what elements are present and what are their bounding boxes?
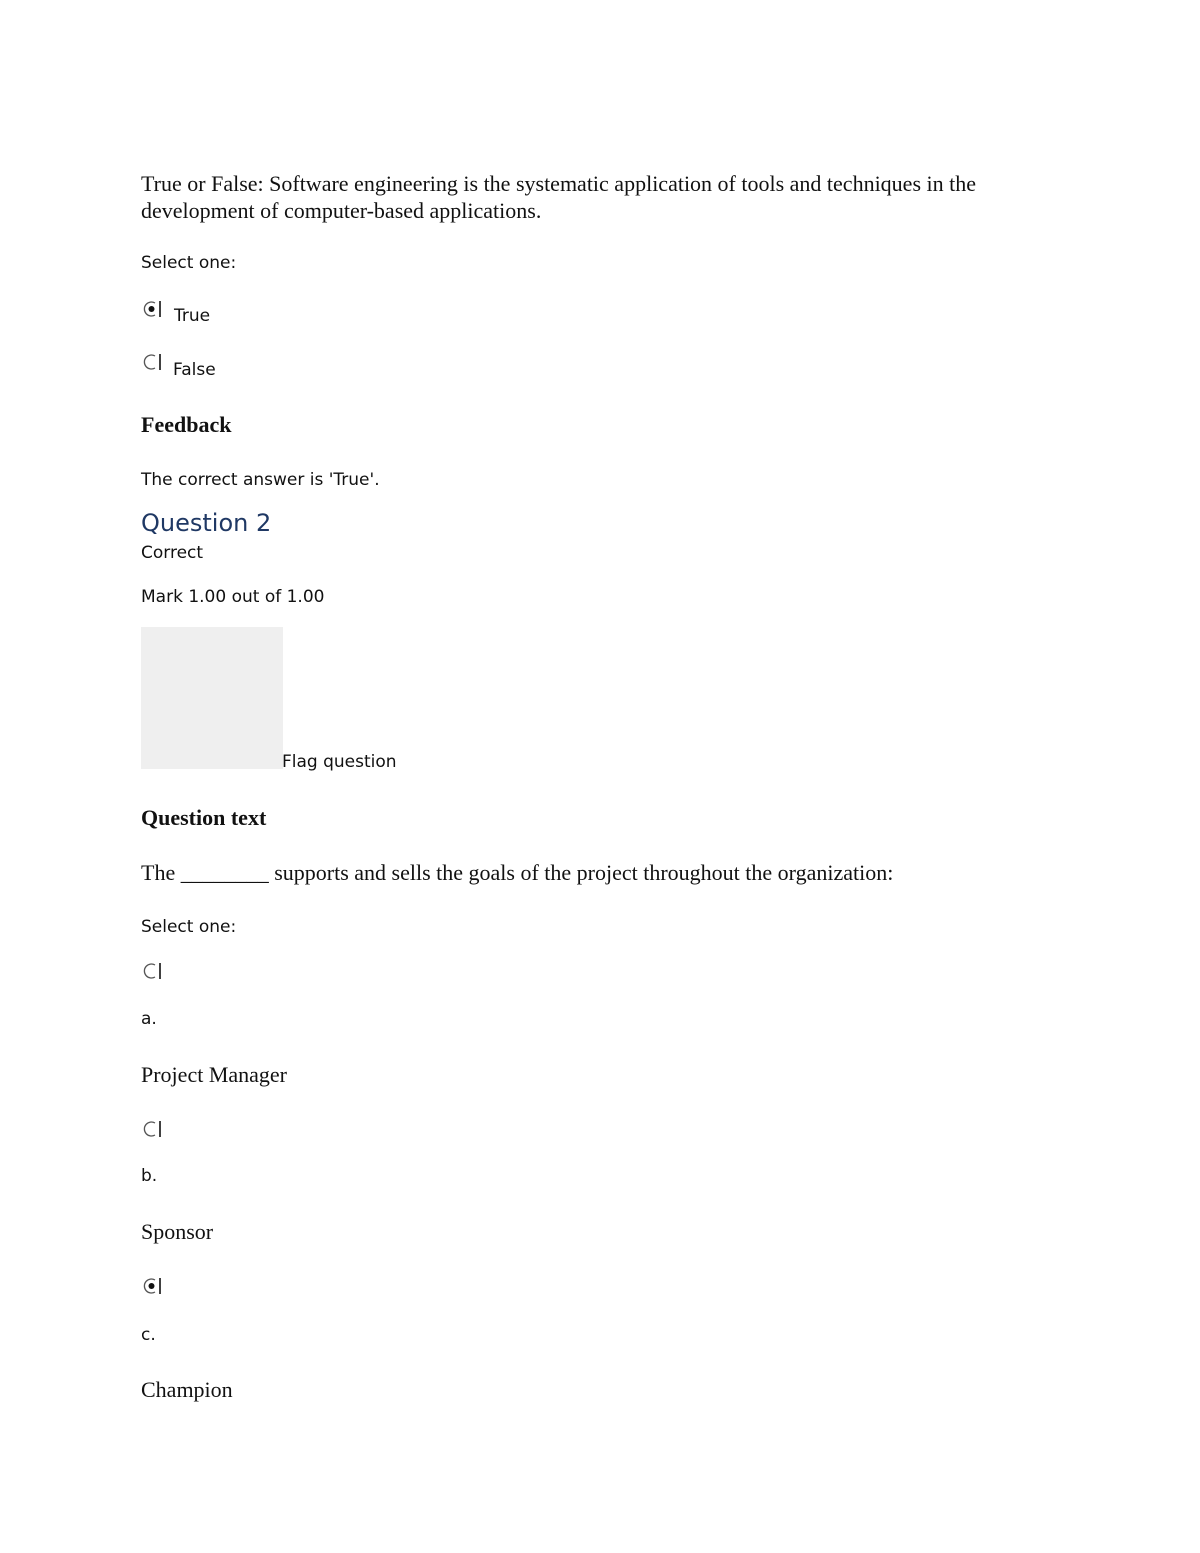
flag-icon[interactable] <box>141 627 283 769</box>
radio-selected-icon <box>143 300 163 318</box>
question-2-text: The ________ supports and sells the goals of the project throughout the organization: <box>141 860 894 885</box>
q1-select-one-label: Select one: <box>141 253 237 273</box>
question-2-heading: Question 2 <box>141 509 272 537</box>
question-2-mark: Mark 1.00 out of 1.00 <box>141 587 325 607</box>
question-text-heading: Question text <box>141 805 267 830</box>
q2-option-c-radio[interactable] <box>143 1277 163 1295</box>
q1-option-false-label: False <box>173 360 216 380</box>
radio-unselected-icon <box>143 1120 163 1138</box>
question-1-text: True or False: Software engineering is the systematic application of tools and techniques in the development of computer-based applications. <box>141 171 977 223</box>
q1-option-true-radio[interactable] <box>143 300 163 318</box>
q2-option-b-label: Sponsor <box>141 1219 214 1244</box>
feedback-heading: Feedback <box>141 412 232 437</box>
q2-option-a-letter: a. <box>141 1009 157 1029</box>
q2-option-c-letter: c. <box>141 1325 156 1345</box>
q2-option-a-label: Project Manager <box>141 1062 287 1087</box>
q1-option-false-radio[interactable] <box>143 353 163 371</box>
radio-selected-icon <box>143 1277 163 1295</box>
q1-option-true-label: True <box>174 306 211 326</box>
q2-option-a-radio[interactable] <box>143 962 163 980</box>
flag-question-link[interactable]: Flag question <box>282 752 397 772</box>
q2-option-b-letter: b. <box>141 1166 158 1186</box>
radio-unselected-icon <box>143 353 163 371</box>
q2-option-c-label: Champion <box>141 1377 233 1402</box>
q2-option-b-radio[interactable] <box>143 1120 163 1138</box>
feedback-text: The correct answer is 'True'. <box>141 470 380 490</box>
question-2-status: Correct <box>141 543 204 563</box>
radio-unselected-icon <box>143 962 163 980</box>
q2-select-one-label: Select one: <box>141 917 237 937</box>
